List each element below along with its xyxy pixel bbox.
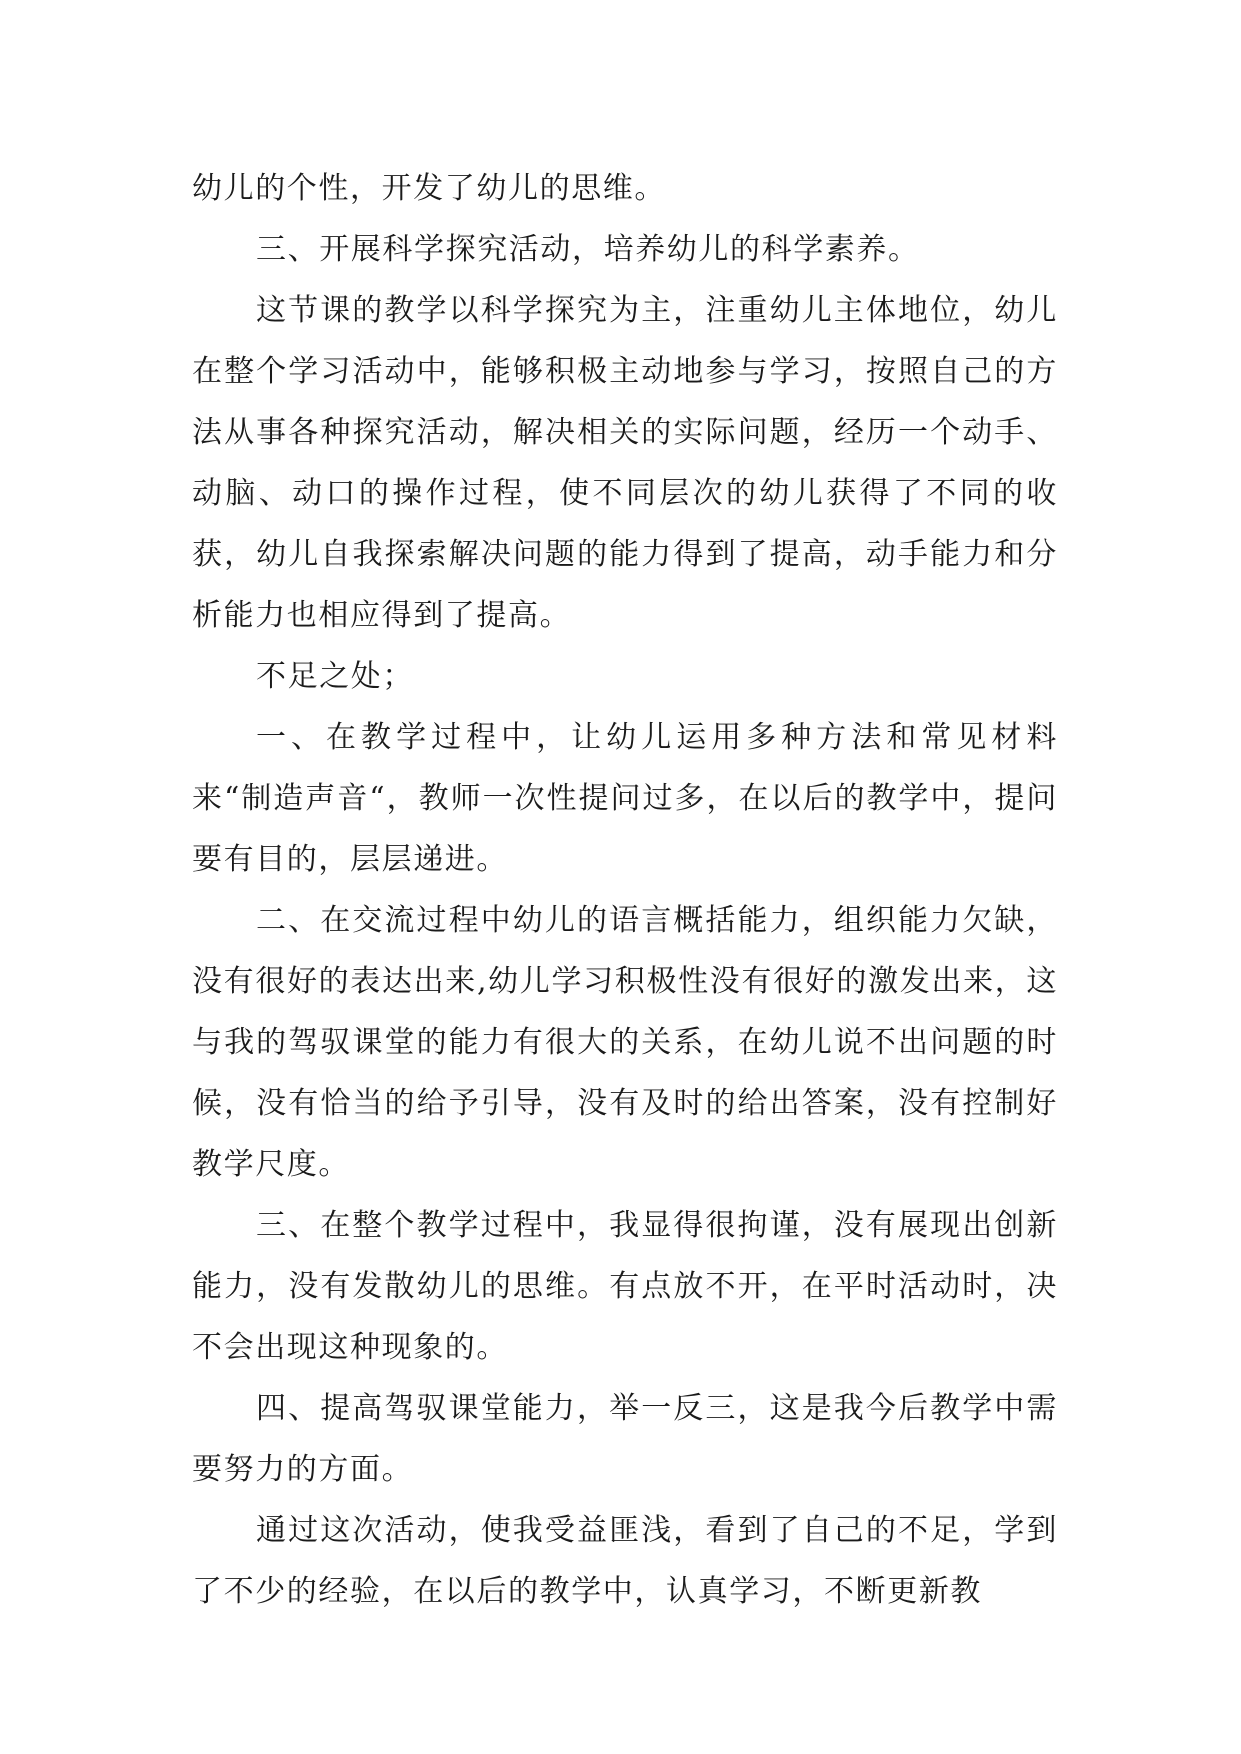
paragraph-conclusion: 通过这次活动，使我受益匪浅，看到了自己的不足，学到了不少的经验，在以后的教学中，认真学习，不断更新教 <box>192 1513 1058 1609</box>
paragraph-heading-science: 三、开展科学探究活动，培养幼儿的科学素养。 <box>256 232 920 267</box>
paragraph-shortcoming-four: 四、提高驾驭课堂能力，举一反三，这是我今后教学中需要努力的方面。 <box>192 1391 1058 1487</box>
document-body <box>192 158 1058 1622</box>
paragraph-shortcomings-heading: 不足之处； <box>256 659 414 694</box>
paragraph-continuation: 幼儿的个性，开发了幼儿的思维。 <box>192 171 666 206</box>
paragraph-science-inquiry: 这节课的教学以科学探究为主，注重幼儿主体地位，幼儿在整个学习活动中，能够积极主动地参与学习，按照自己的方法从事各种探究活动，解决相关的实际问题，经历一个动手、动脑、动口的操作过程，使不同层次的幼儿获得了不同的收获，幼儿自我探索解决问题的能力得到了提高，动手能力和分析能力也相应得到了提高。 <box>192 293 1058 633</box>
paragraph-shortcoming-two: 二、在交流过程中幼儿的语言概括能力，组织能力欠缺，没有很好的表达出来,幼儿学习积极性没有很好的激发出来，这与我的驾驭课堂的能力有很大的关系，在幼儿说不出问题的时候，没有恰当的给予引导，没有及时的给出答案，没有控制好教学尺度。 <box>192 903 1058 1182</box>
paragraph-shortcoming-three: 三、在整个教学过程中，我显得很拘谨，没有展现出创新能力，没有发散幼儿的思维。有点放不开，在平时活动时，决不会出现这种现象的。 <box>192 1208 1058 1365</box>
paragraph-shortcoming-one: 一、在教学过程中，让幼儿运用多种方法和常见材料来“制造声音“，教师一次性提问过多，在以后的教学中，提问要有目的，层层递进。 <box>192 720 1058 877</box>
